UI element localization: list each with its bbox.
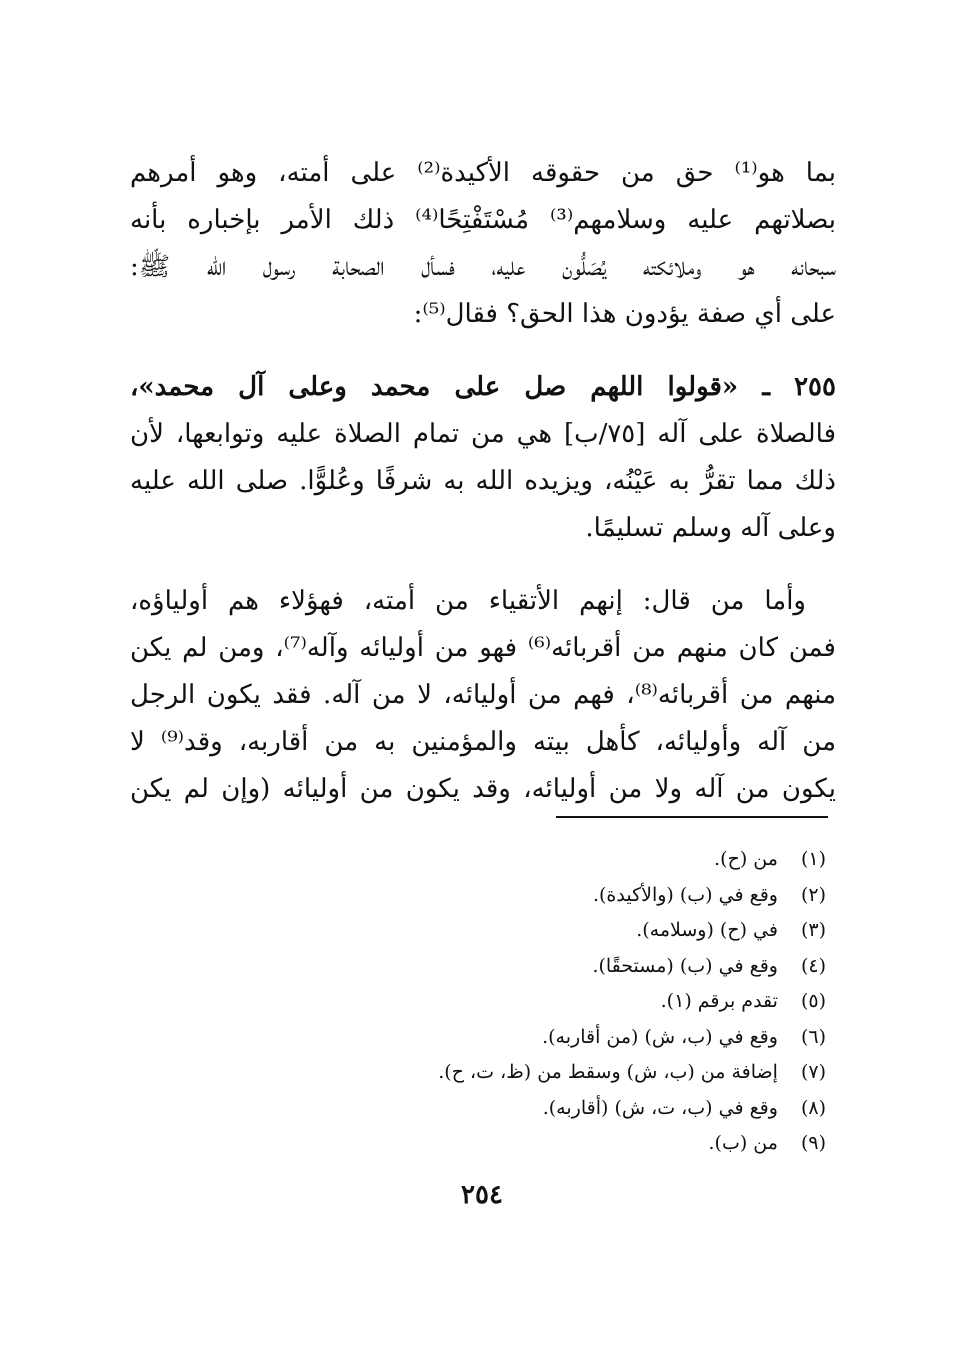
main-text [130, 150, 836, 813]
footnote [126, 1126, 826, 1162]
footnote-text: من (ب). [708, 1132, 778, 1154]
text-line: فالصلاة على آله [٧٥/ب] هي من تمام الصلاة عليه وتوابعها، لأن [130, 419, 836, 449]
paragraph-1 [130, 150, 836, 338]
paragraph-2 [130, 364, 836, 552]
text-line: ذلك مما تقرُّ به عَيْنُه، ويزيده الله به شرفًا وعُلوًّا. صلى الله عليه [130, 466, 836, 496]
footnote [126, 842, 826, 878]
footnotes [126, 842, 826, 1162]
footnote-number: (٥) [800, 990, 826, 1012]
footnote-number: (٩) [800, 1132, 826, 1154]
text-line: فمن كان منهم من أقربائه⁽⁶⁾ فهو من أوليائه وآله⁽⁷⁾، ومن لم يكن [130, 633, 836, 663]
footnote [126, 1055, 826, 1091]
footnote-text: وقع في (ب، ش) (من أقاربه). [542, 1025, 778, 1048]
text-line: من آله وأوليائه، كأهل بيته والمؤمنين به من أقاربه، وقد⁽⁹⁾ لا [130, 727, 836, 757]
footnote-text: في (ح) (وسلامه). [636, 919, 778, 941]
footnote-text: وقع في (ب) (مستحقًا). [592, 954, 778, 977]
footnote-text: من (ح). [714, 848, 778, 870]
text-line: يكون من آله ولا من أوليائه، وقد يكون من أوليائه (وإن لم يكن [130, 774, 836, 804]
footnote [126, 949, 826, 985]
footnote-number: (٤) [800, 954, 826, 977]
footnote [126, 878, 826, 914]
footnote [126, 984, 826, 1020]
text-line: بصلاتهم عليه وسلامهم⁽³⁾ مُسْتَفْتِحًا⁽⁴⁾ ذلك الأمر بإخباره بأنه [130, 205, 836, 235]
footnote-text: تقدم برقم (١). [660, 990, 778, 1012]
text-line: بما هو⁽¹⁾ حق من حقوقه الأكيدة⁽²⁾ على أمته، وهو أمرهم [130, 158, 836, 188]
footnote-number: (٦) [800, 1025, 826, 1048]
page-number: ٢٥٤ [461, 1180, 503, 1210]
footnote-number: (١) [800, 848, 826, 870]
text-line: ٢٥٥ ـ «قولوا اللهم صل على محمد وعلى آل محمد»، [130, 372, 836, 402]
footnote-number: (٣) [800, 919, 826, 941]
footnote [126, 1091, 826, 1127]
footnote [126, 1020, 826, 1056]
paragraph-3 [130, 578, 836, 813]
footnote-text: وقع في (ب، ت، ش) (أقاربه). [542, 1096, 778, 1119]
footnote-divider [556, 816, 828, 818]
footnote-number: (٧) [800, 1061, 826, 1083]
footnote-text: إضافة من (ب، ش) وسقط من (ظ، ت، ح). [438, 1061, 778, 1083]
text-line: وأما من قال: إنهم الأتقياء من أمته، فهؤلاء هم أولياؤه، [130, 586, 806, 616]
text-line: على أي صفة يؤدون هذا الحق؟ فقال⁽⁵⁾: [413, 299, 836, 329]
text-line: سبحانه هو وملائكته يُصَلُّون عليه، فسأل الصحابة رسول الله ﷺ: [130, 252, 836, 282]
footnote [126, 913, 826, 949]
text-line: منهم من أقربائه⁽⁸⁾، فهم من أوليائه، لا من آله. فقد يكون الرجل [130, 680, 836, 710]
footnote-number: (٢) [800, 883, 826, 906]
text-line: وعلى آله وسلم تسليمًا. [585, 513, 836, 543]
footnote-number: (٨) [800, 1096, 826, 1119]
footnote-text: وقع في (ب) (والأكيدة). [592, 883, 778, 906]
